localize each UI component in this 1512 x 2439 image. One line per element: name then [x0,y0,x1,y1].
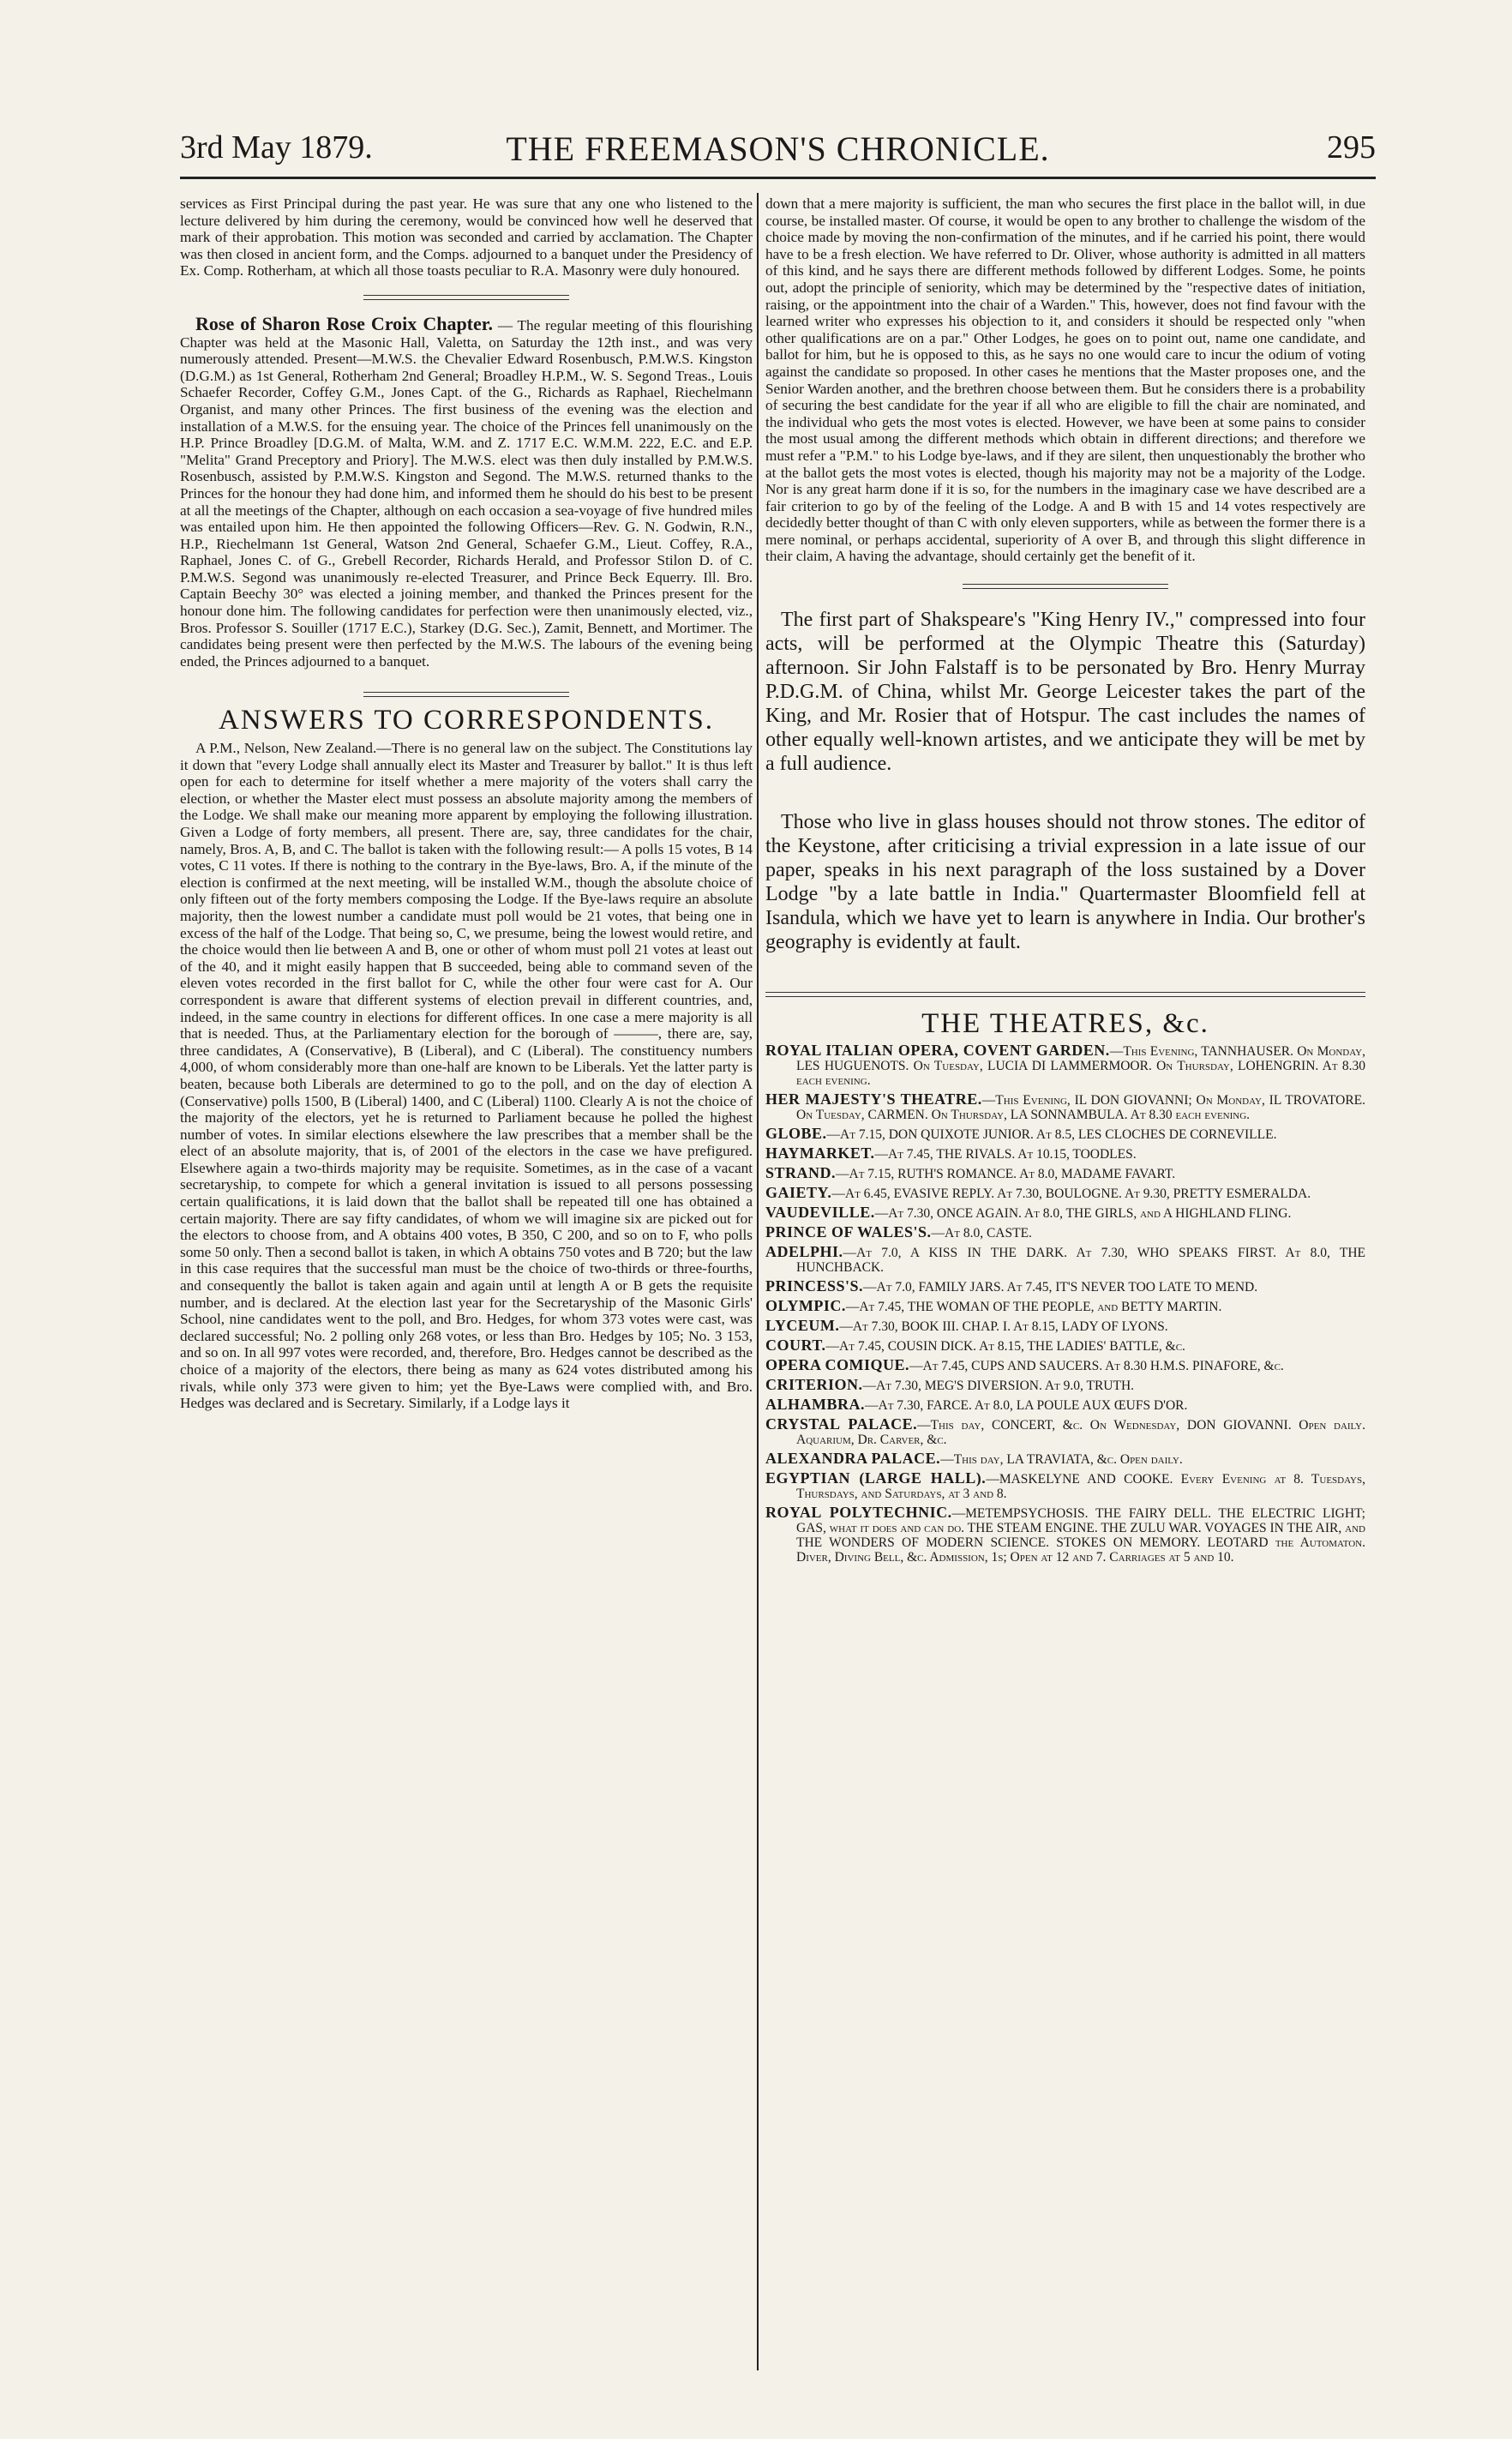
theatre-programme: —At 8.0, CASTE. [931,1225,1032,1241]
theatre-name: EGYPTIAN (LARGE HALL). [765,1469,987,1487]
theatre-name: HAYMARKET. [765,1144,875,1162]
theatre-programme: —At 7.30, BOOK III. CHAP. I. At 8.15, LADY OF LYONS. [839,1319,1168,1334]
theatre-name: ALEXANDRA PALACE. [765,1449,941,1467]
theatre-name: VAUDEVILLE. [765,1203,875,1221]
answers-continued-paragraph: down that a mere majority is sufficient, the man who secures the first place in the ballot will, in due course, be installed master. Of course, it would be open to any brother to challenge the wisdom of the choice made by moving the non-confirmation of the minutes, and if he carried his point, there would have to be a fresh election. We have referred to Dr. Oliver, whose authority is admitted in all matters of this kind, and he says there are different methods followed by different Lodges. Some, he points out, adopt the principle of seniority, which may be determined by the "respective dates of initiation, raising, or the appointment into the chair of a Warden." This, however, does not find favour with the learned writer who expresses his objection to it, and considers it should be respected only "when other qualifications are on a par." Other Lodges, he goes on to point out, name one candidate, and ballot for him, but he is opposed to this, as he says no one would care to incur the odium of voting against the candidate so proposed. In other cases he mentions that the Master proposes one, and the Senior Warden another, and the brethren choose between them. But he considers there is a probability of securing the best candidate for the year if all who are eligible to fill the chair are nominated, and the individual who gets the most votes is elected. However, we have been at some pains to consider the most usual among the different methods which obtain in different directions; and therefore we must refer a "P.M." to his Lodge bye-laws, and if they are silent, then unquestionably the brother who at the ballot gets the most votes is elected, though his majority may not be a majority of the Lodge. Nor is any great harm done if it is so, for the numbers in the imaginary case we have described are a fair criterion to go by of the feeling of the Lodge. A and B with 15 and 14 votes respectively are decidedly better thought of than C with only eleven supporters, while as between the former there is a mere nominal, or perhaps accidental, superiority of A over B, and through this slight difference in their claim, A having the advantage, should certainly get the benefit of it. [765,195,1365,565]
theatre-listing [765,1126,1365,1142]
theatre-programme: —At 7.45, THE WOMAN OF THE PEOPLE, and BETTY MARTIN. [845,1299,1222,1314]
theatre-name: GLOBE. [765,1124,827,1142]
section-divider [363,295,569,300]
theatre-programme: —At 7.45, THE RIVALS. At 10.15, TOODLES. [874,1146,1137,1162]
theatre-listing [765,1146,1365,1162]
theatre-name: STRAND. [765,1163,837,1181]
theatre-name: OPERA COMIQUE. [765,1355,910,1373]
theatre-programme: —At 6.45, EVASIVE REPLY. At 7.30, BOULOGNE. At 9.30, PRETTY ESMERALDA. [831,1186,1311,1201]
theatre-programme: —At 7.45, CUPS AND SAUCERS. At 8.30 H.M.S. PINAFORE, &c. [909,1358,1284,1373]
rose-croix-article [180,312,753,670]
theatre-name: CRITERION. [765,1375,863,1393]
article-body: — The regular meeting of this flourishing Chapter was held at the Masonic Hall, Valetta, on Saturday the 12th inst., and was very numerously attended. Present—M.W.S. the Chevalier Edward Rosenbusch, P.M.W.S. Kingston (D.G.M.) as 1st General, Rotherham 2nd General; Broadley H.P.M., W. S. Segond Treas., Louis Schaefer Recorder, Coffey G.M., Jones Capt. of the G., Richards as Raphael, Riechelmann Organist, and many other Princes. The first business of the evening was the election and installation of a M.W.S. for the ensuing year. The choice of the Princes fell unanimously on the H.P. Prince Broadley [D.G.M. of Malta, W.M. and Z. 1717 E.C. W.M.M. 222, E.C. and E.P. "Melita" Grand Preceptory and Priory]. The M.W.S. elect was then duly installed by P.M.W.S. Rosenbusch, assisted by P.M.W.S. Kingston and Segond. The M.W.S. returned thanks to the Princes for the honour they had done him, and informed them he should do his best to be present at all the meetings of the Chapter, although on each occasion a sea-voyage of five hundred miles was entailed upon him. He then appointed the following Officers—Rev. G. N. Godwin, R.N., H.P., Riechelmann 1st General, Watson 2nd General, Schaefer G.M., Lieut. Coffey, R.A., Raphael, Jones C. of G., Grebell Recorder, Richards Herald, and Professor Stilon D. of C. P.M.W.S. Segond was unanimously re-elected Treasurer, and Prince Beck Equerry. Ill. Bro. Captain Beechy 30° was elected a joining member, and thanked the Princes present for the honour done him. The following candidates for perfection were then unanimously elected, viz., Bros. Professor S. Souiller (1717 E.C.), Starkey (D.G. Sec.), Zamit, Bennett, and Mortimer. The candidates being present were then perfected by the M.W.S. The labours of the evening being ended, the Princes adjourned to a banquet. [180,316,753,670]
theatre-name: PRINCE OF WALES'S. [765,1223,932,1241]
theatre-listing [765,1417,1365,1447]
theatre-programme: —At 7.0, FAMILY JARS. At 7.45, IT'S NEVER TOO LATE TO MEND. [863,1279,1258,1295]
page-number: 295 [1327,129,1376,165]
theatre-programme: —At 7.45, COUSIN DICK. At 8.15, THE LADIES' BATTLE, &c. [825,1338,1185,1354]
theatre-name: ROYAL POLYTECHNIC. [765,1503,952,1521]
theatre-programme: —At 7.30, MEG'S DIVERSION. At 9.0, TRUTH. [862,1378,1135,1393]
theatre-listing [765,1355,1365,1373]
answers-paragraph: A P.M., Nelson, New Zealand.—There is no general law on the subject. The Constitutions lay it down that "every Lodge shall annually elect its Master and Treasurer by ballot." It is thus left open for each to determine for itself whether a mere majority of the voters shall carry the election, or whether the Master elect must possess an absolute majority among the members of the Lodge. We shall make our meaning more apparent by employing the following illustration. Given a Lodge of forty members, all present. There are, say, three candidates for the chair, namely, Bros. A, B, and C. The ballot is taken with the following result:— A polls 15 votes, B 14 votes, C 11 votes. If there is nothing to the contrary in the Bye-laws, Bro. A, if the minute of the election is confirmed at the next meeting, will be installed W.M., though the absolute choice of only fifteen out of the forty members composing the Lodge. If the Bye-laws require an absolute majority, then the lowest number a candidate must poll would be 21 votes, that being one in excess of the half of the Lodge. That being so, C, we presume, being the lowest would retire, and the choice would then lie between A and B, one or other of whom must poll 21 votes at least out of the 40, and it might easily happen that B succeeded, being able to command seven of the eleven votes recorded in the first ballot for C, while the other four were cast for A. Our correspondent is aware that different systems of election prevail in different countries, and, indeed, in the same country in elections for different offices. In one case a mere majority is all that is needed. Thus, at the Parliamentary election for the borough of ———, there are, say, three candidates, A (Conservative), B (Liberal), and C (Liberal). The constituency numbers 4,000, of whom considerably more than one-half are known to be Liberals. Yet the latter party is beaten, because both Liberals are determined to go to the poll, and on the day of election A (Conservative) polls 1500, B (Liberal) 1400, and C (Liberal) 1100. Clearly A is not the choice of the majority of the electors, yet he is returned to Parliament because he polled the highest number of votes. In similar elections elsewhere the law prescribes that a member shall be the elect of an absolute majority, that is, of 2001 of the electors in the case we have prefigured. Elsewhere again a two-thirds majority may be requisite. Sometimes, as in the case of a vacant secretaryship, to compete for which a general invitation is issued to all persons possessing certain qualifications, it is laid down that the ballot shall be repeated till one has obtained a certain majority. There are say fifty candidates, of whom we will imagine six are picked out for the electors to choose from, and A obtains 400 votes, B 350, C 200, and so on to F, who polls some 50 only. Then a second ballot is taken, in which A obtains 750 votes and B 720; but the law in this case requires that the successful man must be the choice of two-thirds or three-fourths, and consequently the ballot is taken again and again until at length A or B gets the requisite number, and is declared. At the election last year for the Secretaryship of the Masonic Girls' School, nine candidates went to the poll, and Bro. Hedges, for whom 373 votes were cast, was declared successful; No. 2 polling only 268 votes, or less than Bro. Hedges by 105; No. 3 153, and so on. In all 997 votes were recorded, and, therefore, Bro. Hedges cannot be described as the choice of a majority of the electors, there being as many as 624 votes distributed among his rivals, while only 373 were given to him; yet the Bye-Laws were complied with, and Bro. Hedges was declared and is Secretary. Similarly, if a Lodge lays it [180,740,753,1412]
theatre-listing [765,1397,1365,1413]
theatre-listing [765,1375,1365,1393]
theatre-programme: —METEMPSYCHOSIS. THE FAIRY DELL. THE ELECTRIC LIGHT; GAS, what it does and can do. THE STEAM ENGINE. THE ZULU WAR. VOYAGES IN THE AIR, and THE WONDERS OF MODERN SCIENCE. STOKES ON MEMORY. LEOTARD the Automaton. Diver, Diving Bell, &c. Admission, 1s; Open at 12 and 7. Carriages at 5 and 10. [796,1505,1365,1565]
theatre-name: ROYAL ITALIAN OPERA, COVENT GARDEN. [765,1041,1110,1059]
masthead [180,129,1376,179]
section-divider [363,692,569,697]
theatre-listing [765,1043,1365,1088]
theatre-programme: —MASKELYNE AND COOKE. Every Evening at 8. Tuesdays, Thursdays, and Saturdays, at 3 and 8. [796,1471,1365,1501]
section-divider [765,992,1365,997]
glass-houses-paragraph: Those who live in glass houses should not throw stones. The editor of the Keystone, after criticising a trivial expression in a late issue of our paper, speaks in his next paragraph of the loss sustained by a Dover Lodge "by a late battle in India." Quartermaster Bloomfield fell at Isandula, which we have yet to learn is anywhere in India. Our brother's geography is evidently at fault. [765,811,1365,954]
theatre-name: ADELPHI. [765,1242,843,1260]
theatre-name: LYCEUM. [765,1316,840,1334]
chapter-report-paragraph: services as First Principal during the past year. He was sure that any one who listened to the lecture delivered by him during the ceremony, would be convinced how well he deserved that mark of their approbation. This motion was seconded and carried by acclamation. The Chapter was then closed in ancient form, and the Comps. adjourned to a banquet under the Presidency of Ex. Comp. Rotherham, at which all those toasts peculiar to R.A. Masonry were duly honoured. [180,195,753,279]
theatre-listing [765,1183,1365,1201]
theatre-name: HER MAJESTY'S THEATRE. [765,1090,982,1108]
theatre-programme: —This Evening, IL DON GIOVANNI; On Monday, IL TROVATORE. On Tuesday, CARMEN. On Thursday, LA SONNAMBULA. At 8.30 each evening. [796,1092,1366,1122]
theatre-programme: —This Evening, TANNHAUSER. On Monday, LES HUGUENOTS. On Tuesday, LUCIA DI LAMMERMOOR. On Thursday, LOHENGRIN. At 8.30 each evening. [796,1043,1365,1088]
theatre-name: PRINCESS'S. [765,1277,864,1295]
theatre-listing [765,1338,1365,1354]
theatre-listing [765,1505,1365,1565]
left-column [180,195,763,1412]
right-column [765,195,1365,1569]
theatre-listing [765,1205,1365,1221]
theatre-listing [765,1471,1365,1501]
theatre-name: OLYMPIC. [765,1296,846,1314]
theatre-listing [765,1225,1365,1241]
theatre-listing [765,1316,1365,1334]
theatre-programme: —At 7.0, A KISS IN THE DARK. At 7.30, WHO SPEAKS FIRST. At 8.0, THE HUNCHBACK. [796,1245,1365,1275]
theatre-name: COURT. [765,1336,826,1354]
theatre-programme: —At 7.15, DON QUIXOTE JUNIOR. At 8.5, LES CLOCHES DE CORNEVILLE. [826,1126,1277,1142]
theatre-listing [765,1451,1365,1467]
theatre-listing [765,1163,1365,1181]
section-heading-answers: ANSWERS TO CORRESPONDENTS. [219,705,714,736]
theatre-listing [765,1296,1365,1314]
theatre-programme: —At 7.15, RUTH'S ROMANCE. At 8.0, MADAME FAVART. [836,1166,1176,1181]
theatre-listing [765,1092,1365,1122]
theatre-programme: —This day, CONCERT, &c. On Wednesday, DON GIOVANNI. Open daily. Aquarium, Dr. Carver, &c. [796,1417,1365,1447]
theatre-listing [765,1242,1365,1275]
king-henry-paragraph: The first part of Shakspeare's "King Henry IV.," compressed into four acts, will be performed at the Olympic Theatre this (Saturday) afternoon. Sir John Falstaff is to be personated by Bro. Henry Murray P.D.G.M. of China, whilst Mr. George Leicester takes the part of the King, and Mr. Rosier that of Hotspur. The cast includes the names of other equally well-known artistes, and we anticipate they will be met by a full audience. [765,609,1365,776]
theatre-programme: —At 7.30, ONCE AGAIN. At 8.0, THE GIRLS, and A HIGHLAND FLING. [874,1205,1292,1221]
issue-date: 3rd May 1879. [180,129,373,165]
theatre-listings [765,1043,1365,1565]
theatre-programme: —At 7.30, FARCE. At 8.0, LA POULE AUX ŒUFS D'OR. [865,1397,1188,1413]
article-heading: Rose of Sharon Rose Croix Chapter. [195,312,494,334]
theatre-name: CRYSTAL PALACE. [765,1415,918,1433]
theatre-programme: —This day, LA TRAVIATA, &c. Open daily. [940,1451,1183,1467]
section-divider [963,584,1168,589]
theatre-listing [765,1279,1365,1295]
newspaper-title: THE FREEMASON'S CHRONICLE. [506,129,1050,168]
spacer [765,776,1365,810]
theatre-name: GAIETY. [765,1183,832,1201]
theatre-name: ALHAMBRA. [765,1395,865,1413]
section-heading-theatres: THE THEATRES, &c. [921,1008,1209,1040]
